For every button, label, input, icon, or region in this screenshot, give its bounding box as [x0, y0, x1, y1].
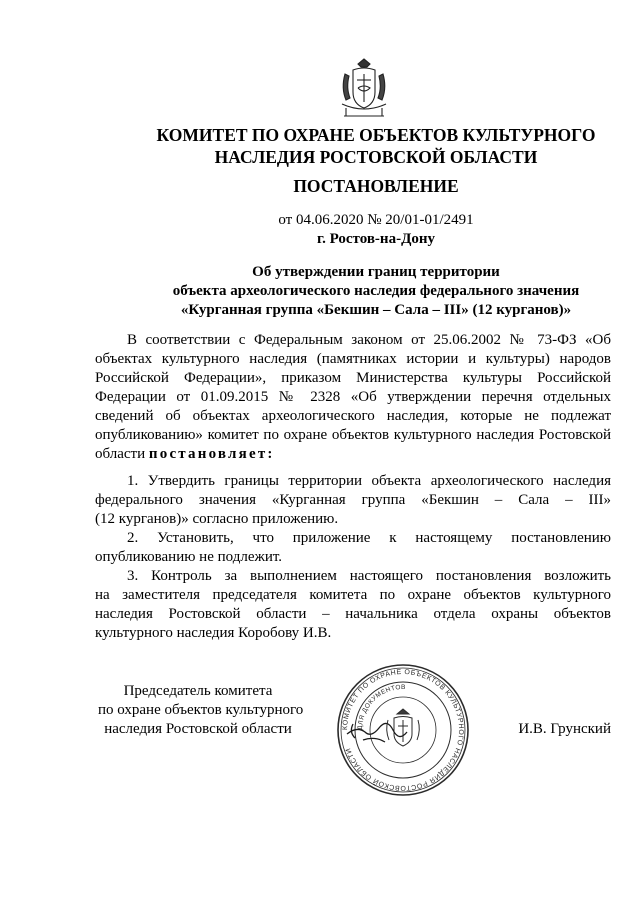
- subject-line-2: объекта археологического наследия федерального значения: [172, 283, 580, 299]
- item-last-line: (12 курганов)» согласно приложению.: [95, 511, 339, 527]
- seal-outer-text: КОМИТЕТ ПО ОХРАНЕ ОБЪЕКТОВ КУЛЬТУРНОГО НАСЛЕДИЯ РОСТОВСКОЙ ОБЛАСТИ: [341, 668, 465, 792]
- item-line: наследия Ростовской области – начальника отдела охраны объектов: [95, 606, 611, 622]
- item-last-line: культурного наследия Коробову И.В.: [95, 625, 332, 641]
- date-number: от 04.06.2020 № 20/01-01/2491: [278, 212, 474, 228]
- preamble-line: объектах культурного наследия (памятниках истории и культуры) народов: [95, 351, 611, 367]
- preamble-line: сведений об объектах археологического наследия, которые не подлежат: [95, 408, 611, 424]
- preamble-last-line: [95, 445, 611, 464]
- signatory-title-line-2: по охране объектов культурного: [98, 702, 304, 718]
- official-seal: [335, 662, 471, 798]
- item-3: [95, 567, 611, 643]
- subject-line-1: Об утверждении границ территории: [252, 264, 500, 280]
- item-line: 2. Установить, что приложение к настоящему постановлению: [127, 530, 611, 546]
- item-line: 1. Утвердить границы территории объекта археологического наследия: [127, 473, 611, 489]
- org-line-2: НАСЛЕДИЯ РОСТОВСКОЙ ОБЛАСТИ: [214, 147, 538, 167]
- signatory-title-line-1: Председатель комитета: [123, 683, 273, 699]
- item-line: на заместителя председателя комитета по охране объектов культурного: [95, 587, 611, 603]
- signatory-title-line-3: наследия Ростовской области: [104, 721, 292, 737]
- preamble-line: опубликованию» комитет по охране объектов культурного наследия Ростовской: [95, 427, 611, 443]
- item-line: 3. Контроль за выполнением настоящего постановления возложить: [127, 568, 611, 584]
- preamble-line: Федерации от 01.09.2015 № 2328 «Об утверждении перечня отдельных: [95, 389, 611, 405]
- resolution-items: [95, 472, 611, 643]
- subject-line-3: «Курганная группа «Бекшин – Сала – III» (12 курганов)»: [180, 302, 572, 318]
- signatory-title: [98, 682, 304, 739]
- seal-inner-text: ДЛЯ ДОКУМЕНТОВ: [356, 683, 406, 731]
- item-last-line: опубликованию не подлежит.: [95, 549, 283, 565]
- document-subject: [120, 263, 632, 320]
- item-1: [95, 472, 611, 529]
- coat-of-arms-icon: [336, 58, 392, 120]
- item-line: федерального значения «Курганная группа «Бекшин – Сала – III»: [95, 492, 611, 508]
- preamble-line: В соответствии с Федеральным законом от 25.06.2002 № 73-ФЗ «Об: [127, 332, 611, 348]
- organization-name: [120, 124, 632, 168]
- document-type: ПОСТАНОВЛЕНИЕ: [293, 176, 459, 196]
- item-2: [95, 529, 611, 567]
- preamble-paragraph: [95, 331, 611, 464]
- preamble-last-prefix: области: [95, 446, 149, 462]
- preamble-line: Российской Федерации», приказом Министерства культуры Российской: [95, 370, 611, 386]
- document-meta: [120, 211, 632, 249]
- signatory-name: И.В. Грунский: [518, 721, 611, 737]
- org-line-1: КОМИТЕТ ПО ОХРАНЕ ОБЪЕКТОВ КУЛЬТУРНОГО: [156, 125, 596, 145]
- decree-word: постановляет:: [148, 446, 275, 462]
- city: г. Ростов-на-Дону: [316, 231, 436, 247]
